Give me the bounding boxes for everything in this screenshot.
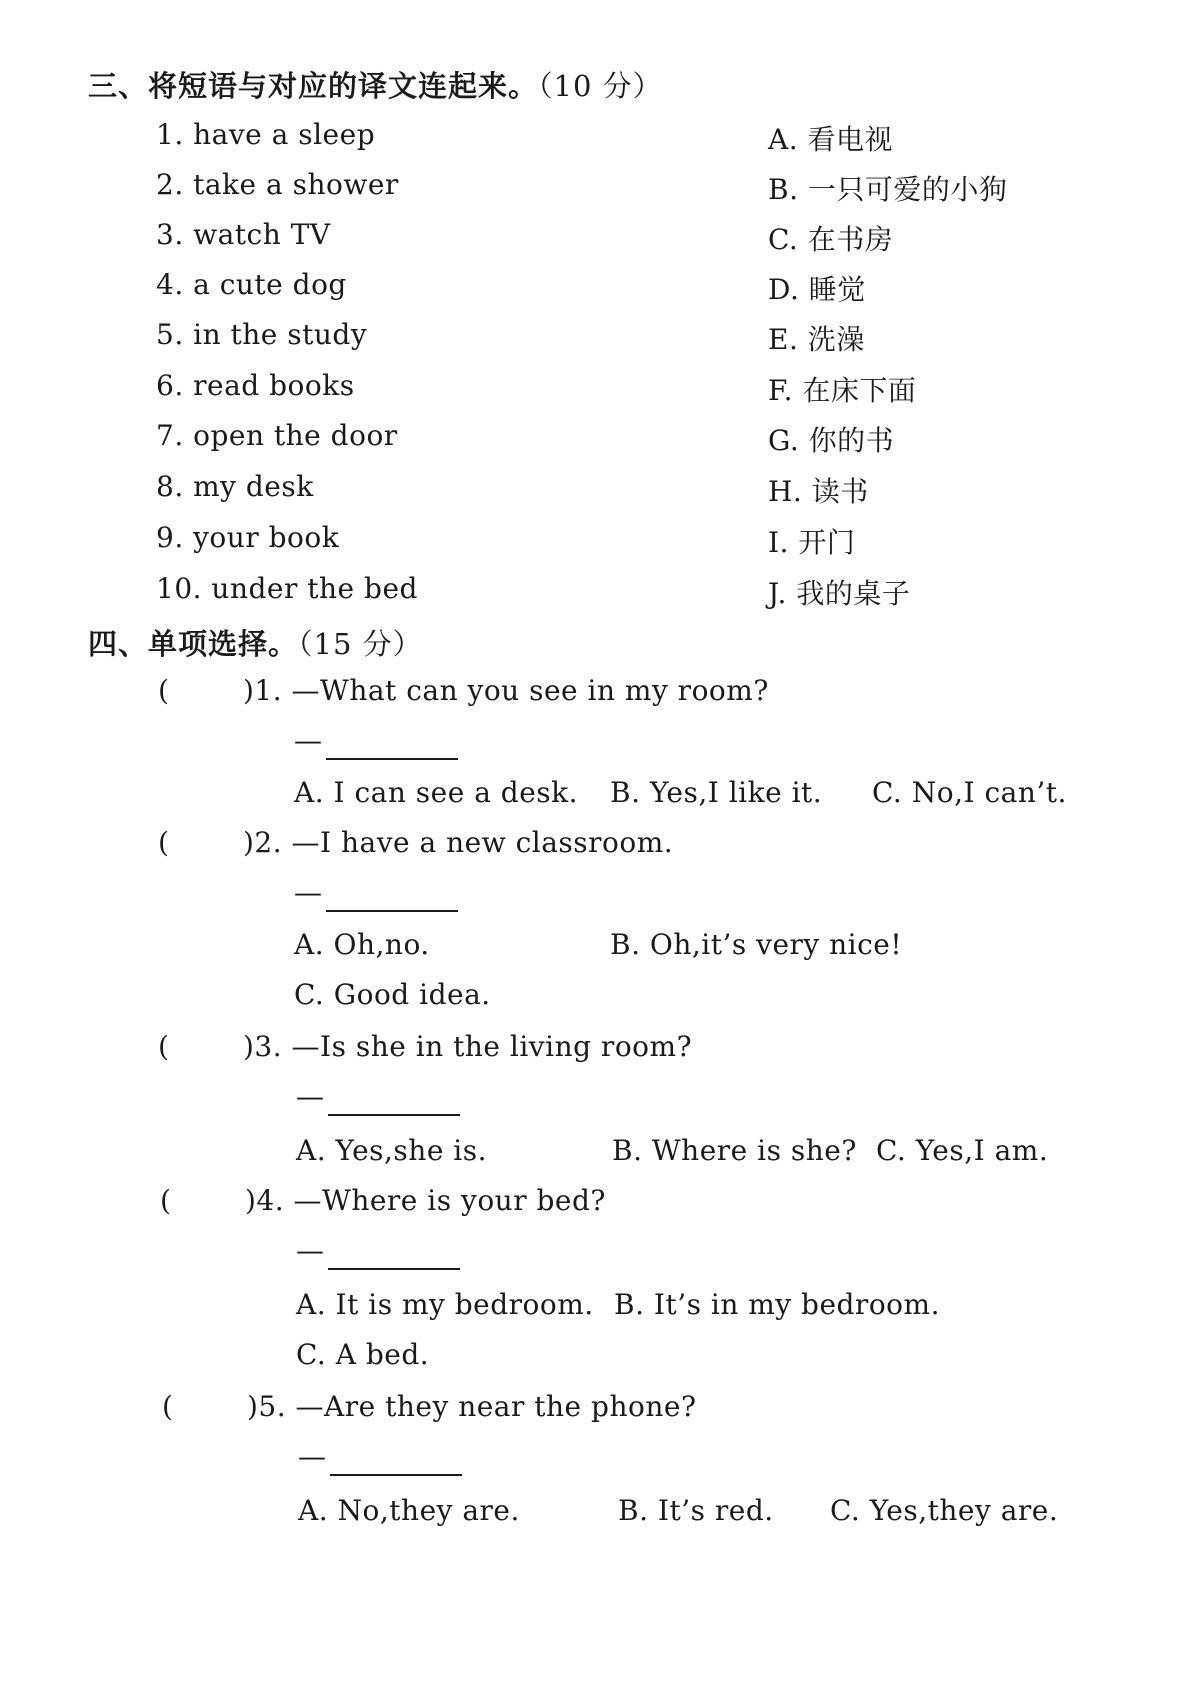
section-3-points: （10 分）	[538, 69, 663, 103]
option-b: B. Oh,it’s very nice!	[610, 928, 903, 961]
option-c: C. Yes,they are.	[830, 1494, 1059, 1527]
answer-bracket-open[interactable]: (	[158, 826, 169, 859]
option-a: A. I can see a desk.	[294, 776, 579, 809]
section-4-heading	[88, 622, 423, 663]
option-a: A. No,they are.	[298, 1494, 520, 1527]
phrase-10: 10. under the bed	[156, 572, 418, 605]
translation-j: J. 我的桌子	[768, 577, 911, 610]
translation-g: G. 你的书	[768, 424, 895, 457]
phrase-1: 1. have a sleep	[156, 118, 376, 151]
phrase-8: 8. my desk	[156, 470, 314, 503]
option-c: C. No,I can’t.	[872, 776, 1067, 809]
response-blank[interactable]	[326, 758, 458, 760]
translation-e: E. 洗澡	[768, 323, 865, 356]
phrase-4: 4. a cute dog	[156, 268, 347, 301]
response-dash: —	[294, 724, 322, 757]
section-4-title: 四、单项选择。	[88, 627, 299, 661]
option-b: B. Yes,I like it.	[610, 776, 823, 809]
response-blank[interactable]	[328, 1114, 460, 1116]
option-b: B. Where is she?	[612, 1134, 857, 1167]
response-blank[interactable]	[328, 1268, 460, 1270]
phrase-2: 2. take a shower	[156, 168, 399, 201]
answer-bracket-open[interactable]: (	[160, 1184, 171, 1217]
translation-a: A. 看电视	[768, 123, 894, 156]
translation-c: C. 在书房	[768, 223, 894, 256]
answer-bracket-open[interactable]: (	[158, 674, 169, 707]
option-c: C. Good idea.	[294, 978, 491, 1011]
section-3-title: 三、将短语与对应的译文连起来。	[88, 69, 539, 103]
phrase-3: 3. watch TV	[156, 218, 331, 251]
question-2-text: )2. —I have a new classroom.	[243, 826, 674, 859]
translation-b: B. 一只可爱的小狗	[768, 173, 1008, 206]
answer-bracket-open[interactable]: (	[162, 1390, 173, 1423]
phrase-7: 7. open the door	[156, 419, 398, 452]
translation-d: D. 睡觉	[768, 273, 866, 306]
section-3-heading	[88, 64, 663, 105]
option-a: A. Oh,no.	[294, 928, 430, 961]
option-b: B. It’s red.	[618, 1494, 774, 1527]
option-a: A. It is my bedroom.	[296, 1288, 594, 1321]
option-b: B. It’s in my bedroom.	[614, 1288, 940, 1321]
response-dash: —	[296, 1080, 324, 1113]
question-5-text: )5. —Are they near the phone?	[247, 1390, 697, 1423]
translation-f: F. 在床下面	[768, 374, 917, 407]
question-3-text: )3. —Is she in the living room?	[243, 1030, 693, 1063]
translation-h: H. 读书	[768, 475, 869, 508]
response-blank[interactable]	[330, 1474, 462, 1476]
phrase-6: 6. read books	[156, 369, 355, 402]
section-4-points: （15 分）	[298, 627, 423, 661]
answer-bracket-open[interactable]: (	[158, 1030, 169, 1063]
option-c: C. Yes,I am.	[876, 1134, 1049, 1167]
question-1-text: )1. —What can you see in my room?	[243, 674, 769, 707]
response-dash: —	[294, 876, 322, 909]
option-c: C. A bed.	[296, 1338, 430, 1371]
response-dash: —	[296, 1234, 324, 1267]
question-4-text: )4. —Where is your bed?	[245, 1184, 606, 1217]
phrase-5: 5. in the study	[156, 318, 368, 351]
response-dash: —	[298, 1440, 326, 1473]
translation-i: I. 开门	[768, 526, 856, 559]
response-blank[interactable]	[326, 910, 458, 912]
option-a: A. Yes,she is.	[296, 1134, 488, 1167]
phrase-9: 9. your book	[156, 521, 340, 554]
